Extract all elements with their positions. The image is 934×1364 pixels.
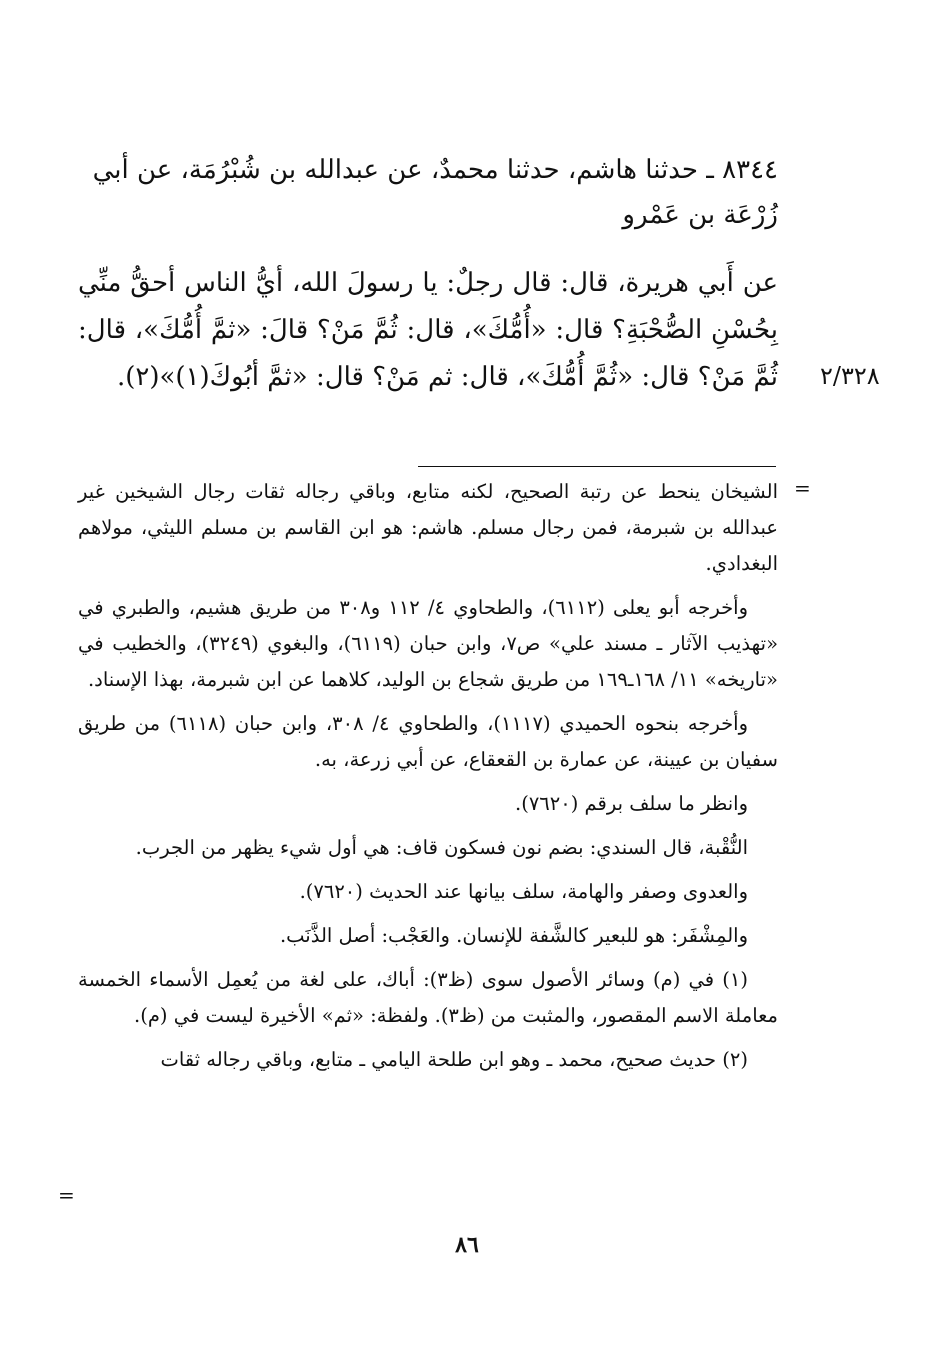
note-paragraph: وأخرجه بنحوه الحميدي (١١١٧)، والطحاوي ٤/ ٣٠٨، وابن حبان (٦١١٨) من طريق سفيان بن عيينة، عن عمارة بن القعقاع، عن أبي زرعة، به. <box>78 712 778 771</box>
page-number: ٨٦ <box>455 1232 479 1258</box>
hadith-isnad <box>78 148 778 238</box>
note-paragraph: والعدوى وصفر والهامة، سلف بيانها عند الحديث (٧٦٢٠). <box>299 880 748 903</box>
note-paragraph: النُّقْبة، قال السندي: بضم نون فسكون قاف: هي أول شيء يظهر من الجرب. <box>135 836 748 859</box>
continuation-mark-bottom: = <box>58 1183 75 1207</box>
footnote-2: (٢) حديث صحيح، محمد ـ وهو ابن طلحة اليامي ـ متابع، وباقي رجاله ثقات <box>160 1048 748 1071</box>
note-paragraph: وأخرجه أبو يعلى (٦١١٢)، والطحاوي ٤/ ١١٢ و٣٠٨ من طريق هشيم، والطبري في «تهذيب الآثار ـ مسند علي» ص٧، وابن حبان (٦١١٩)، والبغوي (٣٢٤٩)، والخطيب في «تاريخه» ١١/ ١٦٨ـ١٦٩ من طريق شجاع بن الوليد، كلاهما عن ابن شبرمة، بهذا الإسناد. <box>78 596 779 691</box>
note-paragraph: والمِشْفَر: هو للبعير كالشَّفة للإنسان. والعَجْب: أصل الذَّنَب. <box>279 924 748 947</box>
margin-volume-page-reference: ٢/٣٢٨ <box>820 362 880 390</box>
hadith-matn: عن أَبي هريرة، قال: قال رجلٌ: يا رسولَ الله، أيُّ الناس أحقُّ منِّي بِحُسْنِ الصُّحْبَةِ؟ قال: «أُمُّكَ»، قال: ثُمَّ مَنْ؟ قالَ: «ثمَّ أُمُّكَ»، قال: ثُمَّ مَنْ؟ قال: «ثُمَّ أُمُّكَ»، قال: ثم مَنْ؟ قال: «ثمَّ أبُوكَ(١)»(٢). <box>78 268 778 392</box>
note-paragraph: الشيخان ينحط عن رتبة الصحيح، لكنه متابع، وباقي رجاله ثقات رجال الشيخين غير عبدالله بن شبرمة، فمن رجال مسلم. هاشم: هو ابن القاسم بن مسلم الليثي، مولاهم البغدادي. <box>78 480 778 575</box>
note-paragraph: وانظر ما سلف برقم (٧٦٢٠). <box>515 792 748 815</box>
isnad-line-1: ٨٣٤٤ ـ حدثنا هاشم، حدثنا محمدٌ، عن عبدالله بن شُبْرُمَة، عن أبي <box>92 155 778 185</box>
footnote-separator <box>418 466 776 467</box>
footnote-1: (١) في (م) وسائر الأصول سوى (ظ٣): أباك، على لغة من يُعمِل الأسماء الخمسة معاملة الاسم المقصور، والمثبت من (ظ٣). ولفظة: «ثم» الأخيرة ليست في (م). <box>78 968 778 1027</box>
footnotes <box>78 474 778 1086</box>
isnad-line-2: زُرْعَة بن عَمْرو <box>622 200 778 230</box>
continuation-mark-top: = <box>794 476 811 500</box>
